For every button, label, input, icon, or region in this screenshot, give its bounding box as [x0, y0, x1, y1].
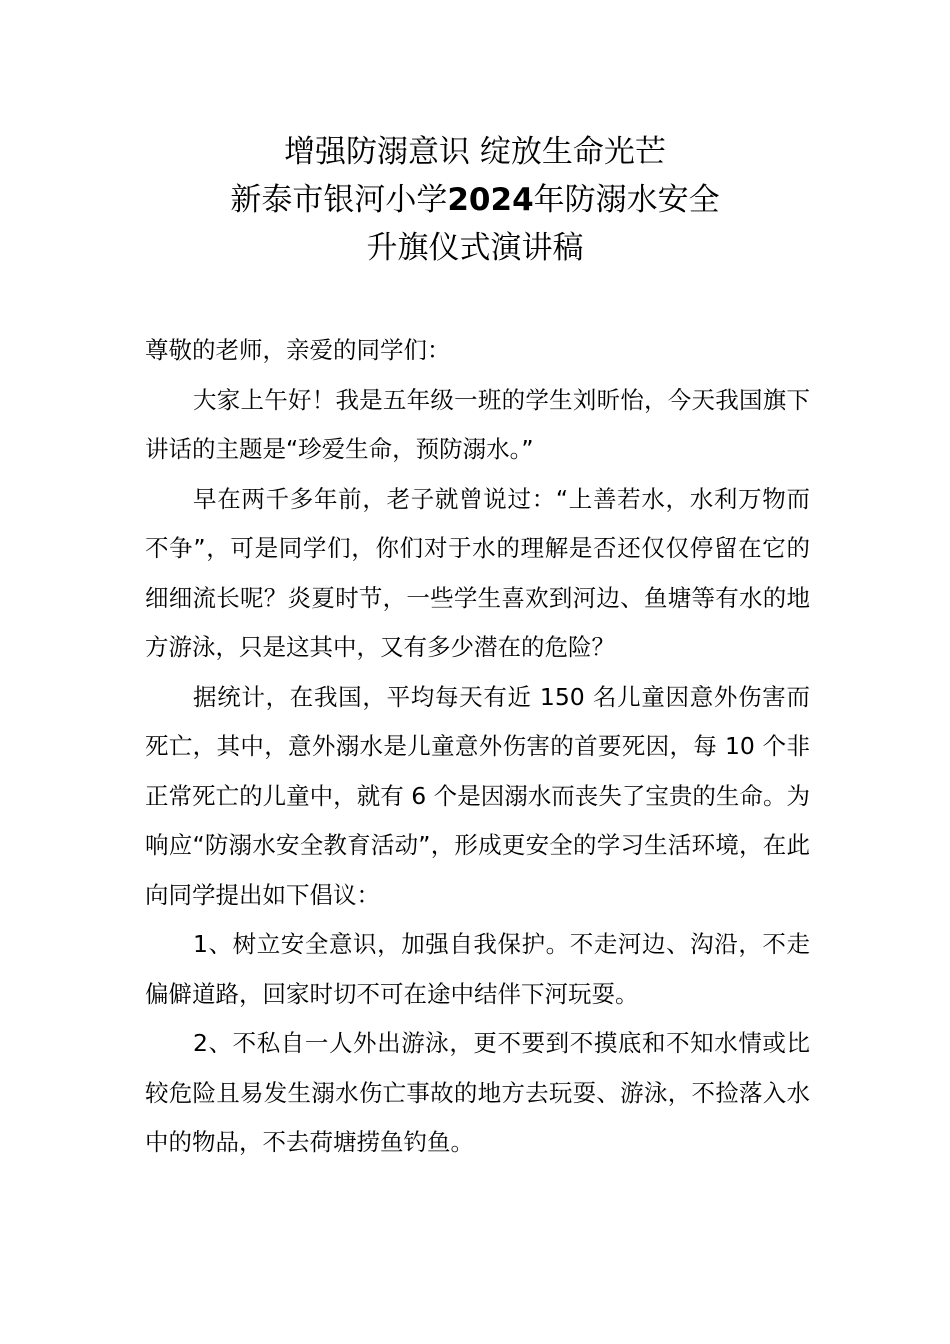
document-title	[0, 128, 950, 272]
paragraph-proposal-2: 2、不私自一人外出游泳，更不要到不摸底和不知水情或比较危险且易发生溺水伤亡事故的地方去玩耍、游泳，不捡落入水中的物品，不去荷塘捞鱼钓鱼。	[145, 1029, 810, 1156]
title-line-2-suffix: 年防溺水安全	[533, 182, 720, 218]
salutation: 尊敬的老师，亲爱的同学们：	[145, 336, 451, 364]
speech-body	[145, 326, 810, 1168]
title-year: 2024	[447, 182, 534, 218]
paragraph-greeting: 大家上午好！我是五年级一班的学生刘昕怡，今天我国旗下讲话的主题是“珍爱生命，预防溺水。”	[145, 385, 810, 463]
title-line-3: 升旗仪式演讲稿	[366, 230, 584, 266]
title-line-2	[0, 176, 950, 224]
paragraph-proposal-1: 1、树立安全意识，加强自我保护。不走河边、沟沿，不走偏僻道路，回家时切不可在途中结伴下河玩耍。	[145, 930, 810, 1008]
paragraph-statistics: 据统计，在我国，平均每天有近 150 名儿童因意外伤害而死亡，其中，意外溺水是儿童意外伤害的首要死因，每 10 个非正常死亡的儿童中，就有 6 个是因溺水而丧失了宝贵的生命。为响应“防溺水安全教育活动”，形成更安全的学习生活环境，在此向同学提出如下倡议：	[145, 682, 810, 909]
paragraph-laozi: 早在两千多年前，老子就曾说过：“上善若水，水利万物而不争”，可是同学们，你们对于水的理解是否还仅仅停留在它的细细流长呢？炎夏时节，一些学生喜欢到河边、鱼塘等有水的地方游泳，只是这其中，又有多少潜在的危险？	[145, 484, 810, 661]
title-line-2-prefix: 新泰市银河小学	[230, 182, 448, 218]
title-line-1: 增强防溺意识 绽放生命光芒	[284, 134, 666, 170]
